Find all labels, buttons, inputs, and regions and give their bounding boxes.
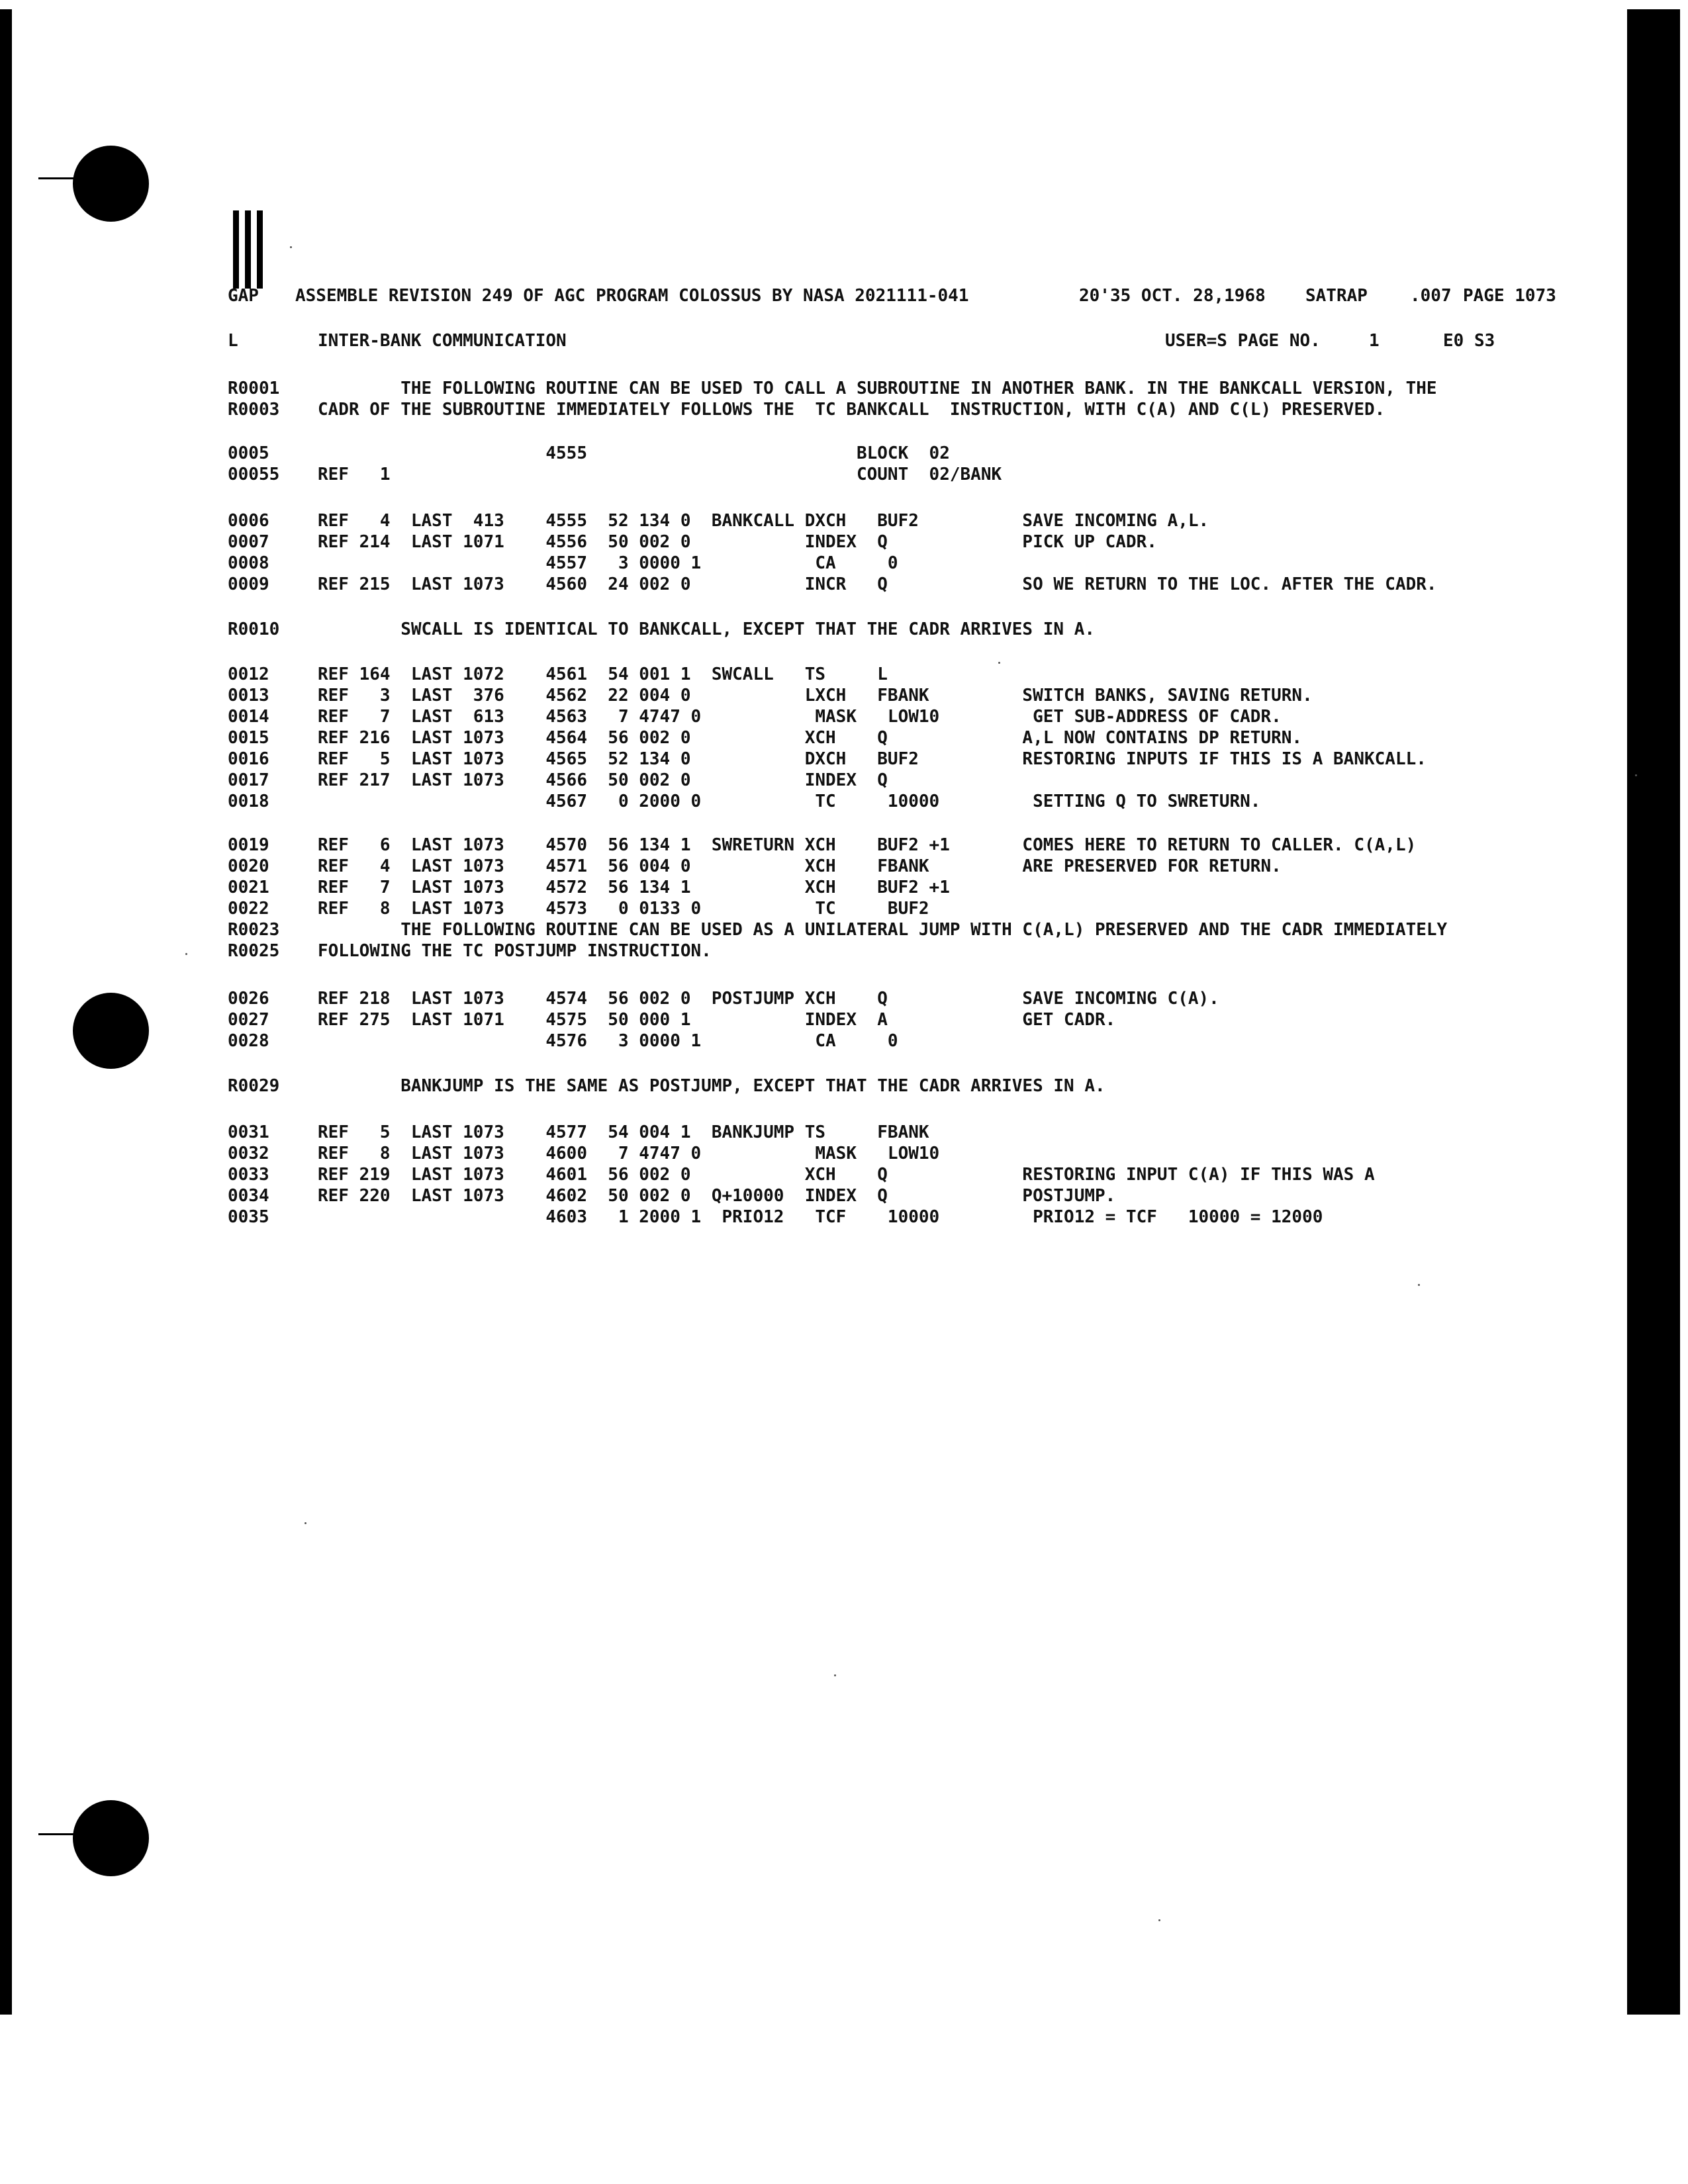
- line-id: 0017: [228, 770, 269, 790]
- punch-tick-top: [38, 177, 78, 179]
- binder-mark-2: [245, 210, 251, 289]
- listing-title: ASSEMBLE REVISION 249 OF AGC PROGRAM COLOSSUS BY NASA 2021111-041: [295, 286, 969, 306]
- line-text: 4557 3 0000 1 CA 0: [318, 553, 898, 573]
- line-id: 0015: [228, 728, 269, 748]
- satrap-label: SATRAP: [1305, 286, 1368, 306]
- line-id: 00055: [228, 465, 280, 484]
- line-text: REF 6 LAST 1073 4570 56 134 1 SWRETURN XCH BUF2 +1 COMES HERE TO RETURN TO CALLER. C(A,L): [318, 835, 1417, 855]
- line-text: REF 219 LAST 1073 4601 56 002 0 XCH Q RESTORING INPUT C(A) IF THIS WAS A: [318, 1165, 1375, 1185]
- punch-hole-top: [73, 146, 149, 222]
- line-id: 0012: [228, 664, 269, 684]
- line-id: 0028: [228, 1031, 269, 1051]
- line-text: REF 220 LAST 1073 4602 50 002 0 Q+10000 INDEX Q POSTJUMP.: [318, 1186, 1116, 1206]
- line-id: 0033: [228, 1165, 269, 1185]
- line-id: 0026: [228, 989, 269, 1009]
- line-text: REF 8 LAST 1073 4600 7 4747 0 MASK LOW10: [318, 1144, 940, 1163]
- line-text: REF 1 COUNT 02/BANK: [318, 465, 1002, 484]
- users-page-label: USER=S PAGE NO.: [1165, 331, 1321, 351]
- line-text: REF 5 LAST 1073 4577 54 004 1 BANKJUMP TS FBANK: [318, 1122, 929, 1142]
- binder-mark-3: [257, 210, 263, 289]
- punch-hole-bottom: [73, 1800, 149, 1876]
- line-id: R0001: [228, 379, 280, 398]
- page-mark: GAP: [228, 286, 259, 306]
- line-id: 0032: [228, 1144, 269, 1163]
- line-id: 0018: [228, 792, 269, 811]
- line-text: REF 8 LAST 1073 4573 0 0133 0 TC BUF2: [318, 899, 929, 919]
- line-text: REF 4 LAST 413 4555 52 134 0 BANKCALL DXCH BUF2 SAVE INCOMING A,L.: [318, 511, 1209, 531]
- line-id: R0003: [228, 400, 280, 420]
- line-text: 4555 BLOCK 02: [318, 443, 950, 463]
- line-text: REF 7 LAST 1073 4572 56 134 1 XCH BUF2 +1: [318, 878, 950, 897]
- line-id: 0016: [228, 749, 269, 769]
- line-text: 4603 1 2000 1 PRIO12 TCF 10000 PRIO12 = TCF 10000 = 12000: [318, 1207, 1323, 1227]
- line-text: BANKJUMP IS THE SAME AS POSTJUMP, EXCEPT THAT THE CADR ARRIVES IN A.: [318, 1076, 1105, 1096]
- punch-tick-middle: [106, 1034, 146, 1036]
- line-text: REF 216 LAST 1073 4564 56 002 0 XCH Q A,L NOW CONTAINS DP RETURN.: [318, 728, 1303, 748]
- line-text: FOLLOWING THE TC POSTJUMP INSTRUCTION.: [318, 941, 712, 961]
- binder-mark-1: [233, 210, 239, 289]
- line-text: 4567 0 2000 0 TC 10000 SETTING Q TO SWRETURN.: [318, 792, 1261, 811]
- line-id: 0034: [228, 1186, 269, 1206]
- line-text: CADR OF THE SUBROUTINE IMMEDIATELY FOLLOWS THE TC BANKCALL INSTRUCTION, WITH C(A) AND C(L) PRESERVED.: [318, 400, 1385, 420]
- line-text: REF 5 LAST 1073 4565 52 134 0 DXCH BUF2 RESTORING INPUTS IF THIS IS A BANKCALL.: [318, 749, 1427, 769]
- line-id: 0005: [228, 443, 269, 463]
- line-id: 0022: [228, 899, 269, 919]
- line-text: THE FOLLOWING ROUTINE CAN BE USED TO CALL A SUBROUTINE IN ANOTHER BANK. IN THE BANKCALL VERSION, THE: [318, 379, 1437, 398]
- line-id: 0027: [228, 1010, 269, 1030]
- line-text: SWCALL IS IDENTICAL TO BANKCALL, EXCEPT THAT THE CADR ARRIVES IN A.: [318, 619, 1095, 639]
- line-text: REF 3 LAST 376 4562 22 004 0 LXCH FBANK SWITCH BANKS, SAVING RETURN.: [318, 686, 1313, 705]
- line-id: 0031: [228, 1122, 269, 1142]
- line-id: 0013: [228, 686, 269, 705]
- line-id: R0029: [228, 1076, 280, 1096]
- page-number: PAGE 1073: [1463, 286, 1556, 306]
- line-text: REF 217 LAST 1073 4566 50 002 0 INDEX Q: [318, 770, 888, 790]
- line-id: 0008: [228, 553, 269, 573]
- left-scan-border: [0, 9, 12, 2015]
- line-text: REF 7 LAST 613 4563 7 4747 0 MASK LOW10 GET SUB-ADDRESS OF CADR.: [318, 707, 1282, 727]
- line-id: R0025: [228, 941, 280, 961]
- line-id: 0006: [228, 511, 269, 531]
- line-text: REF 214 LAST 1071 4556 50 002 0 INDEX Q PICK UP CADR.: [318, 532, 1157, 552]
- line-id: 0007: [228, 532, 269, 552]
- section-title: INTER-BANK COMMUNICATION: [318, 331, 567, 351]
- eo-code: E0 S3: [1443, 331, 1495, 351]
- line-text: REF 4 LAST 1073 4571 56 004 0 XCH FBANK ARE PRESERVED FOR RETURN.: [318, 856, 1282, 876]
- punch-hole-middle: [73, 993, 149, 1069]
- run-timestamp: 20'35 OCT. 28,1968: [1079, 286, 1266, 306]
- section-code: L: [228, 331, 238, 351]
- line-id: R0010: [228, 619, 280, 639]
- line-id: 0019: [228, 835, 269, 855]
- line-id: 0009: [228, 574, 269, 594]
- line-text: REF 275 LAST 1071 4575 50 000 1 INDEX A GET CADR.: [318, 1010, 1116, 1030]
- punch-tick-bottom: [38, 1833, 78, 1835]
- line-id: 0020: [228, 856, 269, 876]
- line-id: 0021: [228, 878, 269, 897]
- line-text: THE FOLLOWING ROUTINE CAN BE USED AS A UNILATERAL JUMP WITH C(A,L) PRESERVED AND THE CADR IMMEDIATELY: [318, 920, 1448, 940]
- line-text: REF 215 LAST 1073 4560 24 002 0 INCR Q SO WE RETURN TO THE LOC. AFTER THE CADR.: [318, 574, 1437, 594]
- version-label: .007: [1410, 286, 1452, 306]
- line-text: 4576 3 0000 1 CA 0: [318, 1031, 898, 1051]
- right-scan-border: [1627, 9, 1680, 2015]
- line-id: 0014: [228, 707, 269, 727]
- line-text: REF 164 LAST 1072 4561 54 001 1 SWCALL TS L: [318, 664, 888, 684]
- line-id: R0023: [228, 920, 280, 940]
- line-id: 0035: [228, 1207, 269, 1227]
- line-text: REF 218 LAST 1073 4574 56 002 0 POSTJUMP XCH Q SAVE INCOMING C(A).: [318, 989, 1219, 1009]
- users-page-number: 1: [1369, 331, 1380, 351]
